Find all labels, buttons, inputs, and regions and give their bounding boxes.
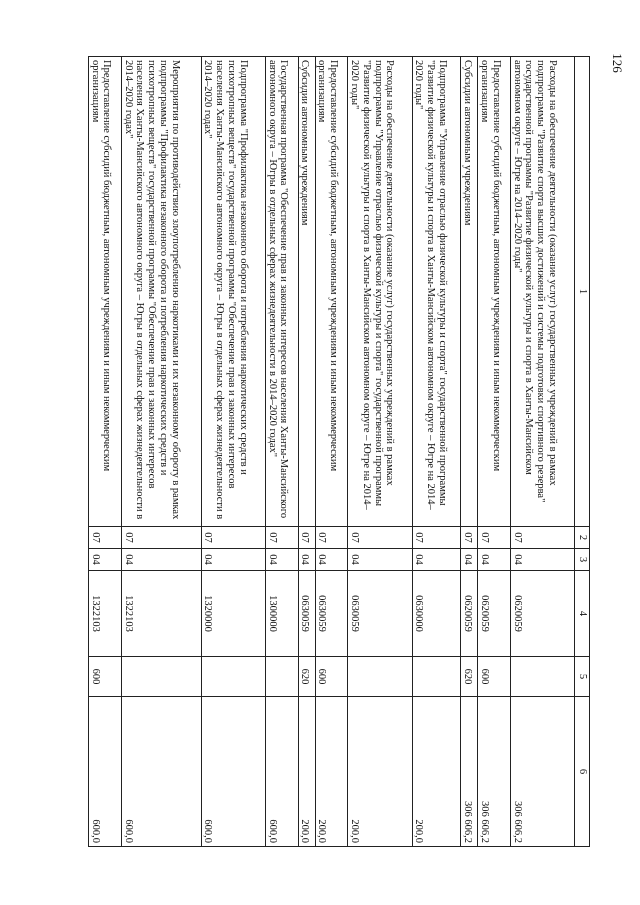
cell-name: Предоставление субсидий бюджетным, автономным учреждениям и иным некоммерческим организациям (478, 57, 511, 527)
budget-table (88, 56, 590, 847)
cell-c2: 07 (461, 527, 478, 549)
cell-c3: 04 (461, 549, 478, 571)
cell-c2: 07 (298, 527, 315, 549)
table-row (412, 57, 460, 847)
cell-c6: 600,0 (121, 697, 201, 847)
cell-c6: 200,0 (412, 697, 460, 847)
cell-c4: 0620059 (510, 571, 574, 657)
cell-c6: 200,0 (315, 697, 348, 847)
cell-c4: 1320000 (201, 571, 265, 657)
cell-c5 (348, 657, 412, 697)
cell-c5 (201, 657, 265, 697)
cell-c4: 0630059 (348, 571, 412, 657)
cell-c2: 07 (121, 527, 201, 549)
cell-name: Расходы на обеспечение деятельности (оказание услуг) государственных учреждений в рамках подпрограммы "Развитие спорта высших достижений и системы подготовки спортивного резерва" государственной программы "Развитие физической культуры и спорта в Ханты-Мансийском автономном округе – Югре на 2014–2020 годы" (510, 57, 574, 527)
cell-c3: 04 (265, 549, 298, 571)
cell-c5: 600 (89, 657, 122, 697)
cell-c5 (412, 657, 460, 697)
table-row (478, 57, 511, 847)
cell-c6: 200,0 (298, 697, 315, 847)
cell-name: Подпрограмма "Профилактика незаконного оборота и потребления наркотических средств и психотропных веществ" государственной программы "Обеспечение прав и законных интересов населения Ханты-Мансийского автономного округа – Югры в отдельных сферах жизнедеятельности в 2014–2020 годах" (201, 57, 265, 527)
cell-c4: 0630000 (412, 571, 460, 657)
table-row (315, 57, 348, 847)
cell-c6: 600,0 (265, 697, 298, 847)
cell-c2: 07 (315, 527, 348, 549)
table-row (348, 57, 412, 847)
column-header: 5 (575, 657, 590, 697)
cell-c3: 04 (89, 549, 122, 571)
cell-c2: 07 (89, 527, 122, 549)
cell-c5: 600 (478, 657, 511, 697)
table-row (121, 57, 201, 847)
cell-c5 (265, 657, 298, 697)
cell-name: Мероприятия по противодействию злоупотреблению наркотиками и их незаконному обороту в рамках подпрограммы "Профилактика незаконного оборота и потребления наркотических средств и психотропных веществ" государственной программы "Обеспечение прав и законных интересов населения Ханты-Мансийского автономного округа – Югры в отдельных сферах жизнедеятельности в 2014–2020 годах" (121, 57, 201, 527)
cell-name: Субсидии автономным учреждениям (461, 57, 478, 527)
table-row (201, 57, 265, 847)
cell-c6: 306 606,2 (510, 697, 574, 847)
cell-c6: 600,0 (89, 697, 122, 847)
cell-name: Расходы на обеспечение деятельности (оказание услуг) государственных учреждений в рамках подпрограммы "Управление отраслью физической культуры и спорта" государственной программы "Развитие физической культуры и спорта в Ханты-Мансийском автономном округе – Югре на 2014–2020 годы" (348, 57, 412, 527)
table-body (89, 57, 575, 847)
cell-c3: 04 (478, 549, 511, 571)
cell-c3: 04 (315, 549, 348, 571)
table-row (265, 57, 298, 847)
cell-c4: 1322103 (89, 571, 122, 657)
cell-c4: 0620059 (461, 571, 478, 657)
rotated-page (88, 56, 590, 846)
cell-c4: 1300000 (265, 571, 298, 657)
cell-name: Субсидии автономным учреждениям (298, 57, 315, 527)
cell-c3: 04 (298, 549, 315, 571)
cell-c3: 04 (412, 549, 460, 571)
column-header: 4 (575, 571, 590, 657)
cell-c3: 04 (201, 549, 265, 571)
cell-c5: 600 (315, 657, 348, 697)
cell-c3: 04 (348, 549, 412, 571)
cell-c2: 07 (265, 527, 298, 549)
table-row (298, 57, 315, 847)
cell-c6: 600,0 (201, 697, 265, 847)
table-row (461, 57, 478, 847)
cell-name: Предоставление субсидий бюджетным, автономным учреждениям и иным некоммерческим организациям (89, 57, 122, 527)
cell-name: Подпрограмма "Управление отраслью физической культуры и спорта" государственной программы "Развитие физической культуры и спорта в Ханты-Мансийском автономном округе – Югре на 2014–2020 годы" (412, 57, 460, 527)
cell-c5 (510, 657, 574, 697)
table-row (510, 57, 574, 847)
column-header: 2 (575, 527, 590, 549)
cell-name: Предоставление субсидий бюджетным, автономным учреждениям и иным некоммерческим организациям (315, 57, 348, 527)
cell-c4: 0620059 (478, 571, 511, 657)
cell-c2: 07 (412, 527, 460, 549)
page-number: 126 (610, 53, 625, 73)
cell-c2: 07 (510, 527, 574, 549)
column-header: 3 (575, 549, 590, 571)
cell-c5 (121, 657, 201, 697)
column-header: 1 (575, 57, 590, 527)
cell-c3: 04 (121, 549, 201, 571)
cell-c2: 07 (348, 527, 412, 549)
cell-c6: 200,0 (348, 697, 412, 847)
cell-c3: 04 (510, 549, 574, 571)
cell-c4: 0630059 (315, 571, 348, 657)
cell-c2: 07 (201, 527, 265, 549)
cell-c4: 0630059 (298, 571, 315, 657)
cell-c6: 306 606,2 (478, 697, 511, 847)
cell-c5: 620 (298, 657, 315, 697)
cell-name: Государственная программа "Обеспечение прав и законных интересов населения Ханты-Мансийского автономного округа – Югры в отдельных сферах жизнедеятельности в 2014–2020 годах" (265, 57, 298, 527)
cell-c6: 306 606,2 (461, 697, 478, 847)
cell-c4: 1322103 (121, 571, 201, 657)
column-header: 6 (575, 697, 590, 847)
header-row (575, 57, 590, 847)
table-row (89, 57, 122, 847)
cell-c5: 620 (461, 657, 478, 697)
cell-c2: 07 (478, 527, 511, 549)
